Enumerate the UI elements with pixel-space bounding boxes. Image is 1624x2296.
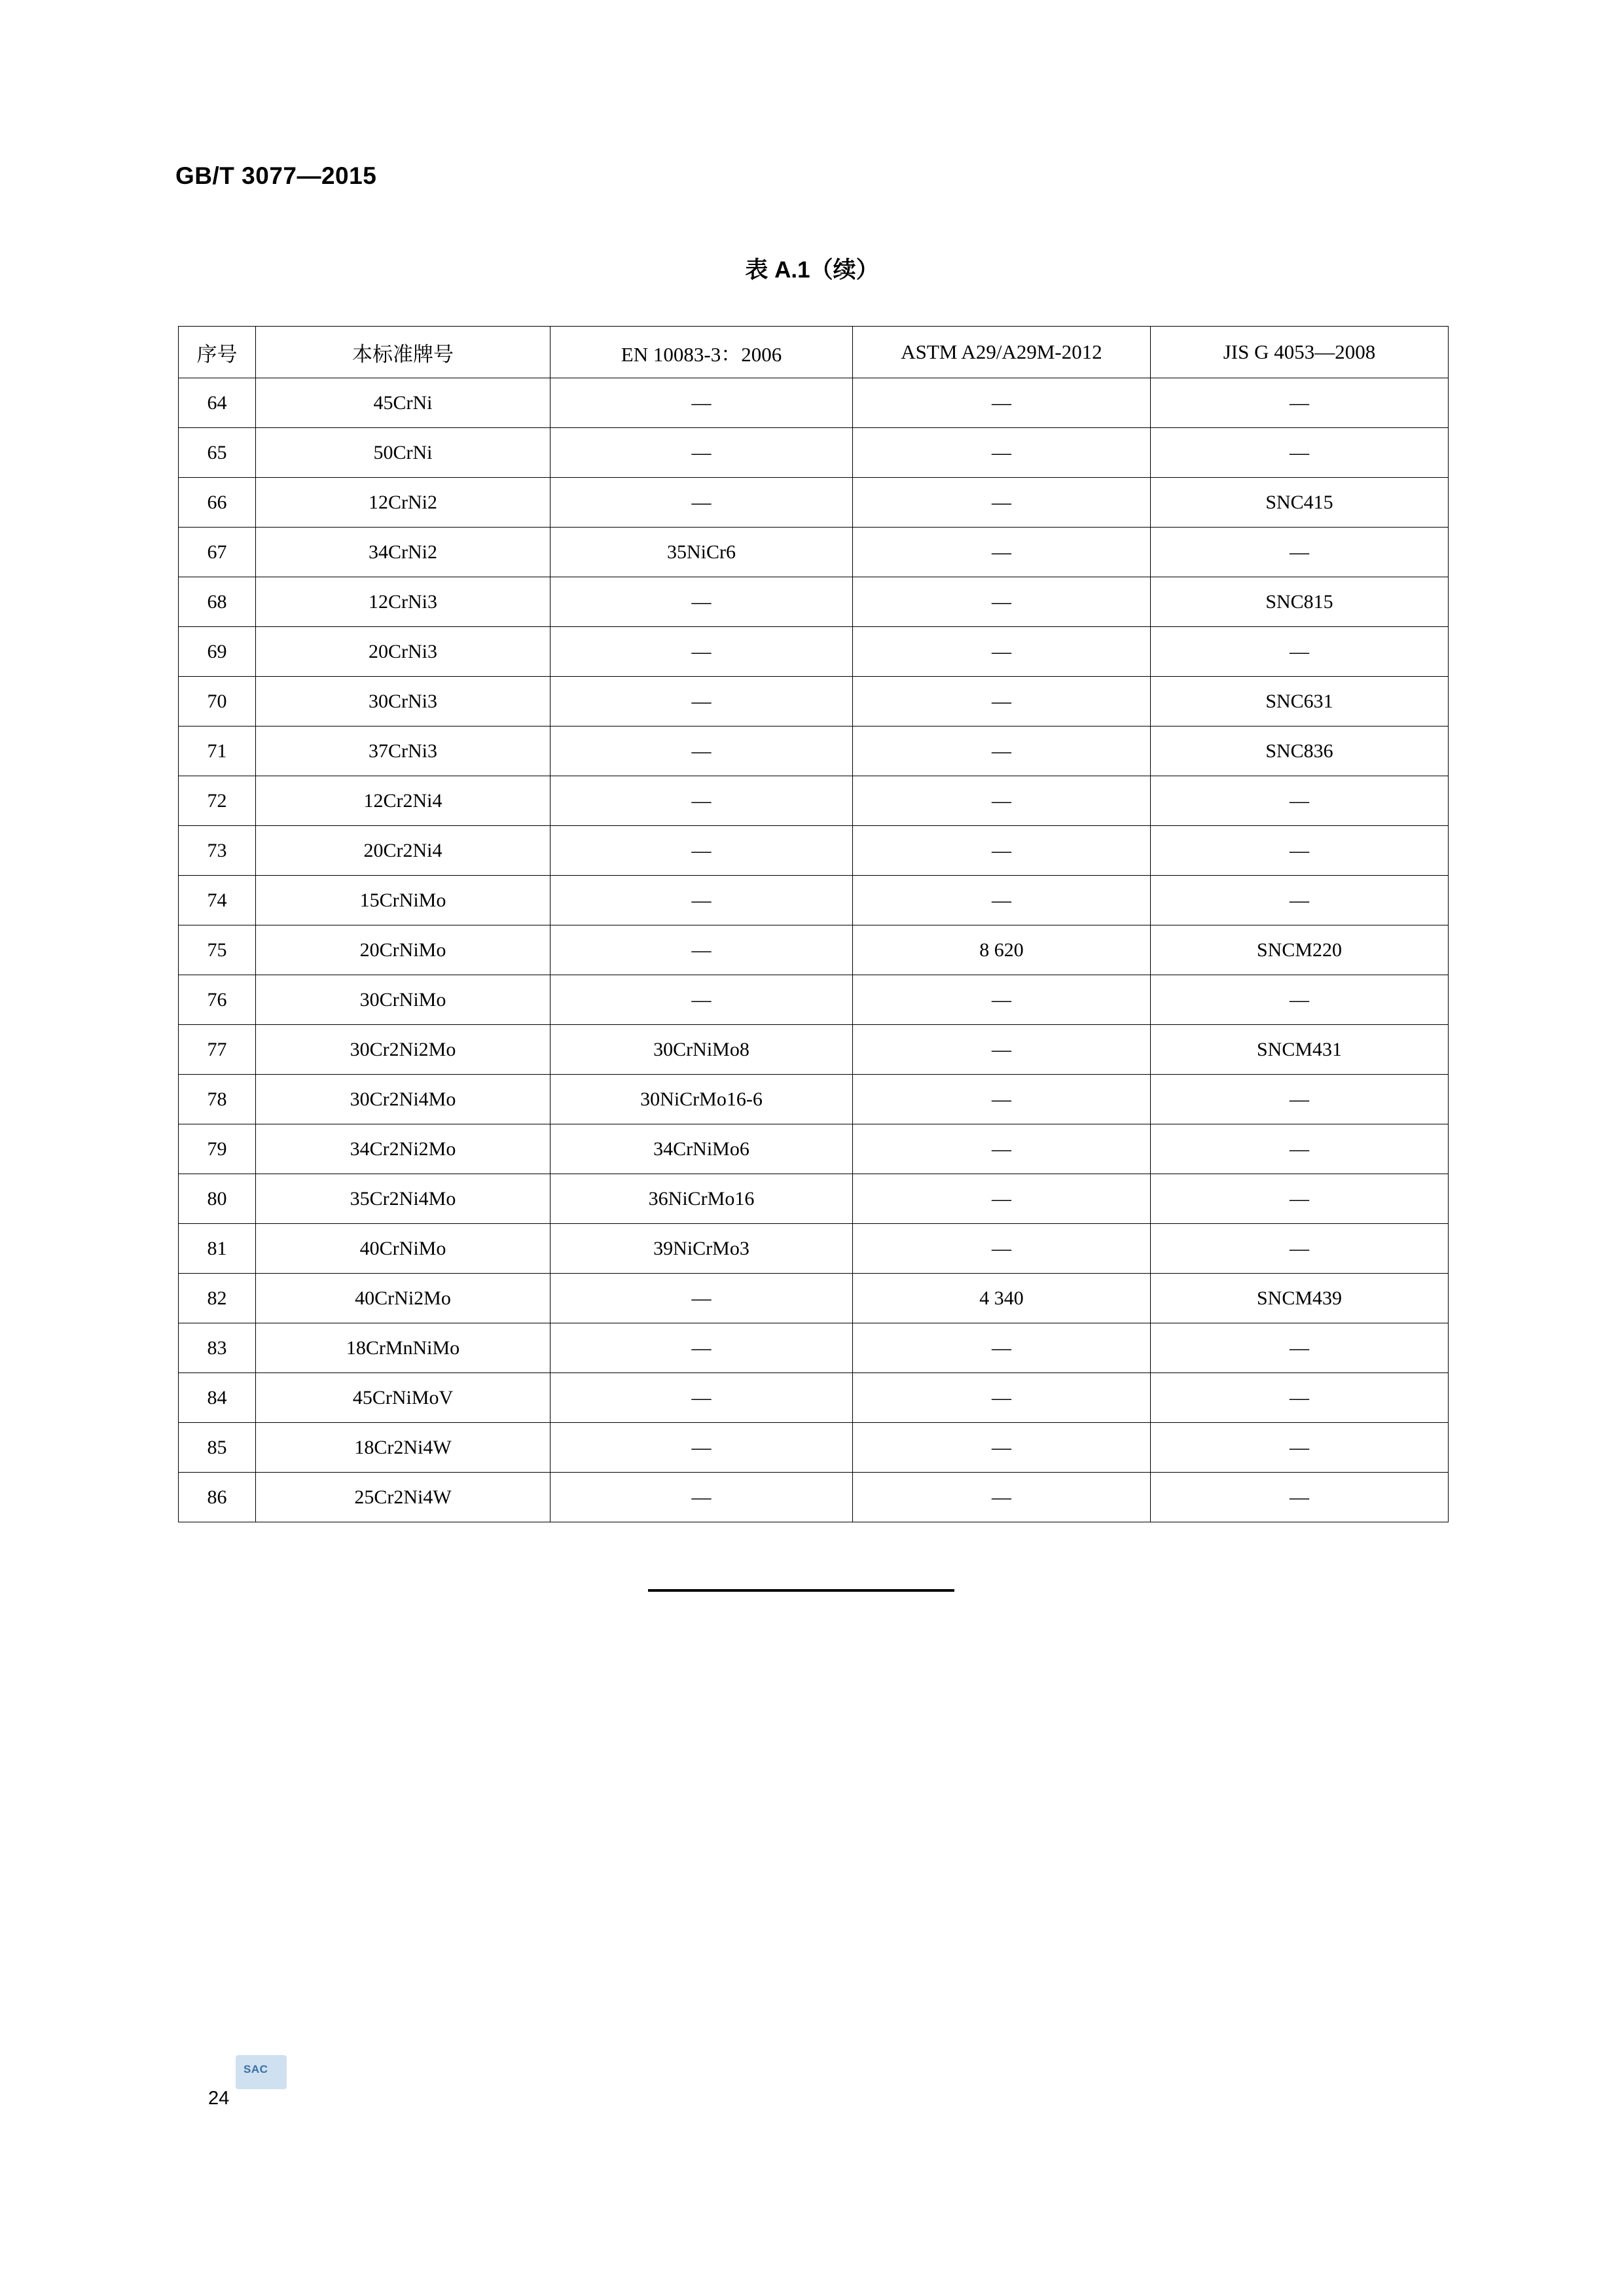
- page-number: 24: [208, 2088, 230, 2109]
- cell-en: —: [550, 1423, 853, 1473]
- cell-astm: —: [853, 1373, 1151, 1423]
- cell-this-standard: 30CrNiMo: [256, 975, 550, 1025]
- column-header-this-standard: 本标准牌号: [256, 327, 550, 378]
- cell-index: 85: [179, 1423, 256, 1473]
- cell-jis: SNC631: [1151, 677, 1449, 726]
- table-row: [179, 528, 1449, 577]
- table-row: [179, 1124, 1449, 1174]
- cell-jis: —: [1151, 378, 1449, 428]
- cell-this-standard: 18CrMnNiMo: [256, 1323, 550, 1373]
- cell-astm: —: [853, 378, 1151, 428]
- table-row: [179, 975, 1449, 1025]
- cell-this-standard: 12Cr2Ni4: [256, 776, 550, 826]
- cell-astm: —: [853, 1124, 1151, 1174]
- cell-jis: —: [1151, 1423, 1449, 1473]
- cell-jis: SNCM431: [1151, 1025, 1449, 1075]
- table-row: [179, 876, 1449, 925]
- cell-astm: —: [853, 1323, 1151, 1373]
- table-row: [179, 1323, 1449, 1373]
- cell-astm: —: [853, 876, 1151, 925]
- cell-jis: SNCM439: [1151, 1274, 1449, 1323]
- cell-en: 30NiCrMo16-6: [550, 1075, 853, 1124]
- table-row: [179, 726, 1449, 776]
- cell-jis: SNC415: [1151, 478, 1449, 528]
- cell-en: —: [550, 1473, 853, 1522]
- cell-jis: —: [1151, 1473, 1449, 1522]
- table-row: [179, 378, 1449, 428]
- cell-index: 71: [179, 726, 256, 776]
- cell-astm: —: [853, 1025, 1151, 1075]
- cell-index: 73: [179, 826, 256, 876]
- cell-astm: —: [853, 577, 1151, 627]
- cell-index: 72: [179, 776, 256, 826]
- table-row: [179, 577, 1449, 627]
- cell-jis: —: [1151, 1174, 1449, 1224]
- cell-index: 83: [179, 1323, 256, 1373]
- cell-en: —: [550, 677, 853, 726]
- cell-en: 30CrNiMo8: [550, 1025, 853, 1075]
- cell-en: 34CrNiMo6: [550, 1124, 853, 1174]
- table-row: [179, 776, 1449, 826]
- cell-astm: —: [853, 528, 1151, 577]
- cell-jis: —: [1151, 876, 1449, 925]
- cell-index: 76: [179, 975, 256, 1025]
- cell-this-standard: 20Cr2Ni4: [256, 826, 550, 876]
- cell-en: —: [550, 876, 853, 925]
- cell-jis: —: [1151, 1224, 1449, 1274]
- cell-this-standard: 30CrNi3: [256, 677, 550, 726]
- cell-en: —: [550, 826, 853, 876]
- cell-en: 39NiCrMo3: [550, 1224, 853, 1274]
- cell-astm: —: [853, 677, 1151, 726]
- footer-divider-rule: [648, 1589, 954, 1592]
- cell-index: 84: [179, 1373, 256, 1423]
- cell-astm: —: [853, 1075, 1151, 1124]
- cell-this-standard: 20CrNiMo: [256, 925, 550, 975]
- cell-en: —: [550, 1274, 853, 1323]
- table-row: [179, 1075, 1449, 1124]
- cell-index: 86: [179, 1473, 256, 1522]
- cell-this-standard: 15CrNiMo: [256, 876, 550, 925]
- cell-jis: —: [1151, 776, 1449, 826]
- cell-index: 64: [179, 378, 256, 428]
- steel-grade-comparison-table: [178, 326, 1448, 1522]
- cell-index: 66: [179, 478, 256, 528]
- cell-astm: —: [853, 478, 1151, 528]
- table-row: [179, 1025, 1449, 1075]
- cell-jis: —: [1151, 627, 1449, 677]
- table-row: [179, 1174, 1449, 1224]
- cell-jis: —: [1151, 428, 1449, 478]
- cell-jis: —: [1151, 1124, 1449, 1174]
- cell-index: 69: [179, 627, 256, 677]
- cell-en: 35NiCr6: [550, 528, 853, 577]
- table-caption: 表 A.1（续）: [745, 257, 879, 283]
- cell-astm: —: [853, 1473, 1151, 1522]
- cell-index: 79: [179, 1124, 256, 1174]
- cell-jis: —: [1151, 1373, 1449, 1423]
- cell-this-standard: 45CrNiMoV: [256, 1373, 550, 1423]
- cell-astm: —: [853, 776, 1151, 826]
- cell-astm: —: [853, 726, 1151, 776]
- cell-this-standard: 45CrNi: [256, 378, 550, 428]
- table-row: [179, 1224, 1449, 1274]
- cell-astm: —: [853, 1224, 1151, 1274]
- cell-en: 36NiCrMo16: [550, 1174, 853, 1224]
- table-row: [179, 1274, 1449, 1323]
- cell-index: 80: [179, 1174, 256, 1224]
- cell-en: —: [550, 975, 853, 1025]
- cell-this-standard: 40CrNiMo: [256, 1224, 550, 1274]
- cell-jis: —: [1151, 1323, 1449, 1373]
- cell-index: 78: [179, 1075, 256, 1124]
- table-row: [179, 925, 1449, 975]
- cell-this-standard: 30Cr2Ni2Mo: [256, 1025, 550, 1075]
- cell-index: 70: [179, 677, 256, 726]
- cell-en: —: [550, 1323, 853, 1373]
- column-header-en: EN 10083-3：2006: [550, 327, 853, 378]
- cell-this-standard: 40CrNi2Mo: [256, 1274, 550, 1323]
- cell-jis: SNC815: [1151, 577, 1449, 627]
- cell-index: 74: [179, 876, 256, 925]
- table-row: [179, 1473, 1449, 1522]
- cell-astm: 8 620: [853, 925, 1151, 975]
- standard-header: GB/T 3077—2015: [175, 162, 377, 189]
- cell-jis: —: [1151, 1075, 1449, 1124]
- cell-jis: —: [1151, 975, 1449, 1025]
- cell-astm: 4 340: [853, 1274, 1151, 1323]
- cell-index: 82: [179, 1274, 256, 1323]
- cell-this-standard: 37CrNi3: [256, 726, 550, 776]
- cell-en: —: [550, 428, 853, 478]
- table-row: [179, 826, 1449, 876]
- cell-astm: —: [853, 975, 1151, 1025]
- column-header-astm: ASTM A29/A29M-2012: [853, 327, 1151, 378]
- cell-this-standard: 34CrNi2: [256, 528, 550, 577]
- cell-this-standard: 12CrNi2: [256, 478, 550, 528]
- cell-index: 67: [179, 528, 256, 577]
- sac-logo-text: SAC: [244, 2063, 268, 2075]
- cell-this-standard: 34Cr2Ni2Mo: [256, 1124, 550, 1174]
- cell-en: —: [550, 776, 853, 826]
- cell-en: —: [550, 378, 853, 428]
- cell-jis: SNCM220: [1151, 925, 1449, 975]
- cell-en: —: [550, 478, 853, 528]
- cell-jis: —: [1151, 528, 1449, 577]
- table-row: [179, 478, 1449, 528]
- cell-this-standard: 18Cr2Ni4W: [256, 1423, 550, 1473]
- cell-en: —: [550, 577, 853, 627]
- table-row: [179, 1423, 1449, 1473]
- cell-index: 68: [179, 577, 256, 627]
- cell-astm: —: [853, 826, 1151, 876]
- cell-this-standard: 50CrNi: [256, 428, 550, 478]
- column-header-jis: JIS G 4053—2008: [1151, 327, 1449, 378]
- cell-this-standard: 25Cr2Ni4W: [256, 1473, 550, 1522]
- table-header-row: [179, 327, 1449, 378]
- cell-this-standard: 12CrNi3: [256, 577, 550, 627]
- cell-this-standard: 30Cr2Ni4Mo: [256, 1075, 550, 1124]
- cell-this-standard: 35Cr2Ni4Mo: [256, 1174, 550, 1224]
- cell-en: —: [550, 627, 853, 677]
- cell-astm: —: [853, 1174, 1151, 1224]
- cell-this-standard: 20CrNi3: [256, 627, 550, 677]
- cell-index: 65: [179, 428, 256, 478]
- cell-jis: SNC836: [1151, 726, 1449, 776]
- cell-index: 81: [179, 1224, 256, 1274]
- cell-jis: —: [1151, 826, 1449, 876]
- cell-en: —: [550, 1373, 853, 1423]
- table-row: [179, 677, 1449, 726]
- cell-index: 75: [179, 925, 256, 975]
- table-row: [179, 1373, 1449, 1423]
- table-row: [179, 428, 1449, 478]
- cell-astm: —: [853, 627, 1151, 677]
- table-row: [179, 627, 1449, 677]
- column-header-index: 序号: [179, 327, 256, 378]
- cell-index: 77: [179, 1025, 256, 1075]
- cell-astm: —: [853, 428, 1151, 478]
- cell-en: —: [550, 726, 853, 776]
- cell-en: —: [550, 925, 853, 975]
- cell-astm: —: [853, 1423, 1151, 1473]
